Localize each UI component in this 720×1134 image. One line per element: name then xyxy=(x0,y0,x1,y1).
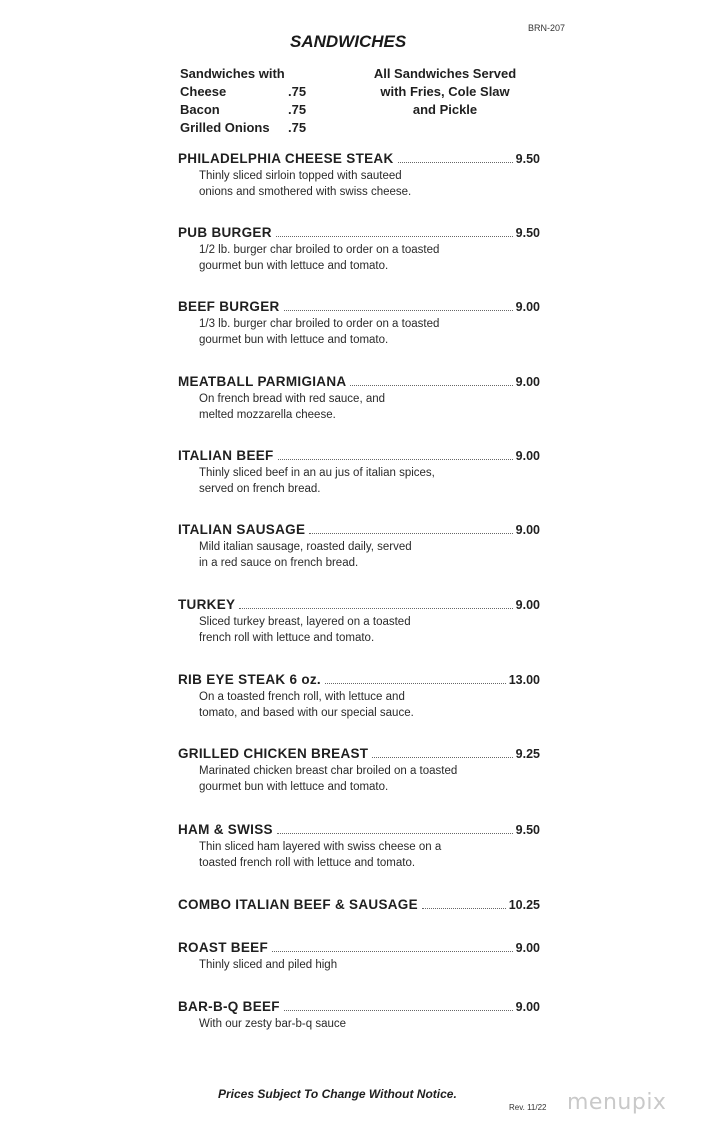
menu-item-name: GRILLED CHICKEN BREAST xyxy=(178,746,369,761)
extras-heading: Sandwiches with xyxy=(180,66,285,81)
menu-item xyxy=(178,151,540,200)
menu-item xyxy=(178,672,540,721)
menu-item-header xyxy=(178,225,540,243)
description-line: melted mozzarella cheese. xyxy=(199,408,336,421)
menu-item-description xyxy=(199,169,540,200)
menu-item-price: 9.00 xyxy=(515,375,540,389)
dot-leader xyxy=(350,385,512,386)
menu-item xyxy=(178,299,540,348)
menu-code: BRN-207 xyxy=(528,23,566,33)
extras-box xyxy=(180,65,320,137)
dot-leader xyxy=(276,236,513,237)
menu-item-name: ROAST BEEF xyxy=(178,940,269,955)
menu-item xyxy=(178,897,540,915)
description-line: gourmet bun with lettuce and tomato. xyxy=(199,259,389,272)
menu-item-header xyxy=(178,940,540,958)
description-line: Thinly sliced sirloin topped with sauteed xyxy=(199,170,402,182)
menu-item-header xyxy=(178,597,540,615)
menu-item-header xyxy=(178,746,540,764)
menu-item-header xyxy=(178,897,540,915)
menu-item xyxy=(178,597,540,646)
served-line: with Fries, Cole Slaw xyxy=(380,84,510,99)
description-line: french roll with lettuce and tomato. xyxy=(199,631,375,644)
description-line: gourmet bun with lettuce and tomato. xyxy=(199,780,389,793)
dot-leader xyxy=(284,1010,513,1011)
menu-item xyxy=(178,225,540,274)
extras-row xyxy=(180,119,320,137)
description-line: Thinly sliced and piled high xyxy=(199,959,338,971)
menu-item-price: 13.00 xyxy=(508,673,540,687)
menu-item-name: TURKEY xyxy=(178,597,236,612)
revision-note: Rev. 11/22 xyxy=(509,1103,547,1112)
menu-item-price: 9.00 xyxy=(515,1000,540,1014)
dot-leader xyxy=(309,533,512,534)
served-line: and Pickle xyxy=(412,102,478,117)
menu-item-description xyxy=(199,392,540,423)
menu-item-price: 10.25 xyxy=(508,898,540,912)
dot-leader xyxy=(272,951,513,952)
description-line: gourmet bun with lettuce and tomato. xyxy=(199,333,389,346)
description-line: With our zesty bar-b-q sauce xyxy=(199,1018,347,1030)
description-line: served on french bread. xyxy=(199,482,321,495)
description-line: tomato, and based with our special sauce. xyxy=(199,706,414,719)
menu-item xyxy=(178,940,540,974)
menu-item xyxy=(178,522,540,571)
dot-leader xyxy=(277,833,513,834)
menu-item-description xyxy=(199,840,540,871)
extras-price: .75 xyxy=(288,102,307,117)
menu-item-name: BAR-B-Q BEEF xyxy=(178,999,280,1014)
menu-item-description xyxy=(199,615,540,646)
extras-row xyxy=(180,83,320,101)
dot-leader xyxy=(422,908,506,909)
menu-item-price: 9.50 xyxy=(515,152,540,166)
description-line: Sliced turkey breast, layered on a toasted xyxy=(199,616,411,628)
served-with-note xyxy=(352,65,538,119)
extras-name: Cheese xyxy=(180,84,227,99)
extras-price: .75 xyxy=(288,120,307,135)
description-line: Thinly sliced beef in an au jus of italian spices, xyxy=(199,467,435,479)
dot-leader xyxy=(372,757,512,758)
menu-item-name: BEEF BURGER xyxy=(178,299,280,314)
menu-item-name: RIB EYE STEAK 6 oz. xyxy=(178,672,321,687)
dot-leader xyxy=(284,310,513,311)
dot-leader xyxy=(239,608,512,609)
menu-item-description xyxy=(199,243,540,274)
menu-item-price: 9.00 xyxy=(515,523,540,537)
menu-item xyxy=(178,999,540,1033)
description-line: toasted french roll with lettuce and tomato. xyxy=(199,856,416,869)
watermark-logo: menupix xyxy=(567,1090,667,1115)
menu-item-price: 9.50 xyxy=(515,823,540,837)
menu-item-price: 9.50 xyxy=(515,226,540,240)
extras-row xyxy=(180,101,320,119)
description-line: On french bread with red sauce, and xyxy=(199,393,386,405)
extras-name: Grilled Onions xyxy=(180,120,270,135)
dot-leader xyxy=(398,162,513,163)
menu-item-header xyxy=(178,522,540,540)
menu-item-description xyxy=(199,317,540,348)
menu-item-description xyxy=(199,958,540,974)
menu-item-description xyxy=(199,1017,540,1033)
dot-leader xyxy=(325,683,506,684)
menu-item-description xyxy=(199,690,540,721)
served-line: All Sandwiches Served xyxy=(373,66,517,81)
description-line: Mild italian sausage, roasted daily, served xyxy=(199,541,412,553)
menu-item-header xyxy=(178,374,540,392)
menu-item xyxy=(178,448,540,497)
description-line: 1/2 lb. burger char broiled to order on a toasted xyxy=(199,244,440,256)
menu-item-description xyxy=(199,540,540,571)
page-title: SANDWICHES xyxy=(290,32,407,51)
menu-item xyxy=(178,374,540,423)
price-disclaimer: Prices Subject To Change Without Notice. xyxy=(218,1087,457,1101)
description-line: in a red sauce on french bread. xyxy=(199,556,359,569)
menu-item-header xyxy=(178,822,540,840)
description-line: onions and smothered with swiss cheese. xyxy=(199,185,412,198)
menu-item-header xyxy=(178,151,540,169)
description-line: 1/3 lb. burger char broiled to order on a toasted xyxy=(199,318,440,330)
menu-item-description xyxy=(199,466,540,497)
menu-item-price: 9.00 xyxy=(515,300,540,314)
menu-item-description xyxy=(199,764,540,795)
menu-item-name: ITALIAN BEEF xyxy=(178,448,274,463)
menu-item-name: COMBO ITALIAN BEEF & SAUSAGE xyxy=(178,897,418,912)
menu-item-name: MEATBALL PARMIGIANA xyxy=(178,374,347,389)
menu-item-name: ITALIAN SAUSAGE xyxy=(178,522,306,537)
menu-item-price: 9.00 xyxy=(515,449,540,463)
menu-item-price: 9.25 xyxy=(515,747,540,761)
menu-item-header xyxy=(178,672,540,690)
dot-leader xyxy=(278,459,513,460)
menu-item-price: 9.00 xyxy=(515,598,540,612)
menu-item-header xyxy=(178,299,540,317)
menu-item xyxy=(178,822,540,871)
menu-item-name: HAM & SWISS xyxy=(178,822,273,837)
extras-price: .75 xyxy=(288,84,307,99)
menu-item-price: 9.00 xyxy=(515,941,540,955)
menu-item-header xyxy=(178,999,540,1017)
extras-name: Bacon xyxy=(180,102,220,117)
description-line: On a toasted french roll, with lettuce and xyxy=(199,691,405,703)
menu-item-header xyxy=(178,448,540,466)
description-line: Thin sliced ham layered with swiss cheese on a xyxy=(199,841,442,853)
menu-item-name: PUB BURGER xyxy=(178,225,272,240)
menu-item xyxy=(178,746,540,795)
menu-item-name: PHILADELPHIA CHEESE STEAK xyxy=(178,151,394,166)
description-line: Marinated chicken breast char broiled on a toasted xyxy=(199,765,458,777)
